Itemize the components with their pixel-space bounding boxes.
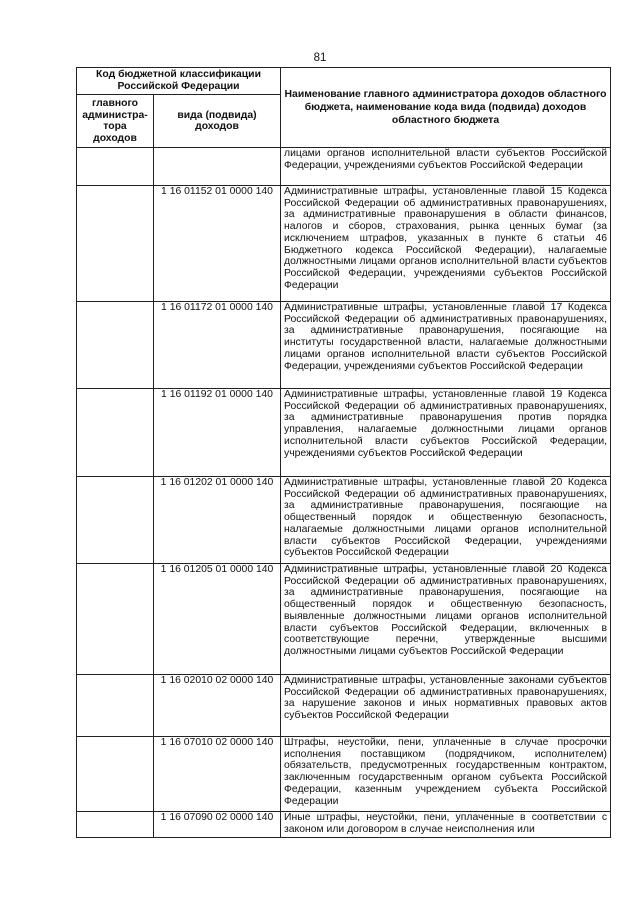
admin-code-cell (77, 389, 154, 477)
admin-code-cell (77, 737, 154, 812)
table-row (77, 302, 611, 389)
revenue-code-cell: 1 16 02010 02 0000 140 (154, 675, 281, 737)
revenue-code-cell: 1 16 07010 02 0000 140 (154, 737, 281, 812)
revenue-code-cell: 1 16 01152 01 0000 140 (154, 186, 281, 302)
revenue-description-cell: Административные штрафы, установленные главой 19 Кодекса Российской Федерации об административных правонарушениях, за административные правонарушения против порядка управления, налагаемые должностными лицами органов исполнительной власти субъектов Российской Федерации, учреждениями субъектов Российской Федерации (281, 389, 611, 477)
admin-code-cell (77, 302, 154, 389)
header-group-title: Код бюджетной классификации Российской Федерации (77, 68, 281, 95)
admin-code-cell (77, 564, 154, 675)
revenue-description-cell: Административные штрафы, установленные главой 20 Кодекса Российской Федерации об административных правонарушениях, за административные правонарушения, посягающие на общественный порядок и общественную безопасность, выявленные должностными лицами органов исполнительной власти субъектов Российской Федерации, включенных в соответствующие перечни, утвержденные высшими должностными лицами субъектов Российской Федерации (281, 564, 611, 675)
table-row (77, 389, 611, 477)
header-admin-column: главного администра-тора доходов (77, 95, 154, 148)
header-name-column: Наименование главного администратора доходов областного бюджета, наименование кода вида (подвида) доходов областного бюджета (281, 68, 611, 148)
admin-code-cell (77, 675, 154, 737)
revenue-description-cell: Штрафы, неустойки, пени, уплаченные в случае просрочки исполнения поставщиком (подрядчиком, исполнителем) обязательств, предусмотренных государственным контрактом, заключенным государственным органом субъекта Российской Федерации, казенным учреждением субъекта Российской Федерации (281, 737, 611, 812)
revenue-code-cell: 1 16 01192 01 0000 140 (154, 389, 281, 477)
table-row (77, 564, 611, 675)
table-row (77, 675, 611, 737)
revenue-code-cell: 1 16 01205 01 0000 140 (154, 564, 281, 675)
table-row (77, 477, 611, 564)
header-kind-column: вида (подвида) доходов (154, 95, 281, 148)
admin-code-cell (77, 812, 154, 838)
admin-code-cell (77, 477, 154, 564)
page-number: 81 (313, 52, 327, 64)
revenue-description-cell: Иные штрафы, неустойки, пени, уплаченные в соответствии с законом или договором в случае неисполнения или (281, 812, 611, 838)
revenue-code-cell: 1 16 07090 02 0000 140 (154, 812, 281, 838)
revenue-description-cell: Административные штрафы, установленные законами субъектов Российской Федерации об административных правонарушениях, за нарушение законов и иных нормативных правовых актов субъектов Российской Федерации (281, 675, 611, 737)
revenue-code-cell: 1 16 01172 01 0000 140 (154, 302, 281, 389)
revenue-code-cell: 1 16 01202 01 0000 140 (154, 477, 281, 564)
table-row (77, 186, 611, 302)
budget-classification-table (76, 67, 611, 838)
revenue-description-cell: Административные штрафы, установленные главой 20 Кодекса Российской Федерации об административных правонарушениях, за административные правонарушения, посягающие на общественный порядок и общественную безопасность, налагаемые должностными лицами органов исполнительной власти субъектов Российской Федерации, учреждениями субъектов Российской Федерации (281, 477, 611, 564)
admin-code-cell (77, 186, 154, 302)
table-row (77, 737, 611, 812)
revenue-description-cell: Административные штрафы, установленные главой 17 Кодекса Российской Федерации об административных правонарушениях, за административные правонарушения, посягающие на институты государственной власти, налагаемые должностными лицами органов исполнительной власти субъектов Российской Федерации, учреждениями субъектов Российской Федерации (281, 302, 611, 389)
revenue-description-cell: лицами органов исполнительной власти субъектов Российской Федерации, учреждениями субъектов Российской Федерации (281, 148, 611, 186)
revenue-description-cell: Административные штрафы, установленные главой 15 Кодекса Российской Федерации об административных правонарушениях, за административные правонарушения в области финансов, налогов и сборов, страхования, рынка ценных бумаг (за исключением штрафов, указанных в пункте 6 статьи 46 Бюджетного кодекса Российской Федерации), налагаемые должностными лицами органов исполнительной власти субъектов Российской Федерации, учреждениями субъектов Российской Федерации (281, 186, 611, 302)
revenue-code-cell (154, 148, 281, 186)
table-row (77, 148, 611, 186)
admin-code-cell (77, 148, 154, 186)
table-row (77, 812, 611, 838)
